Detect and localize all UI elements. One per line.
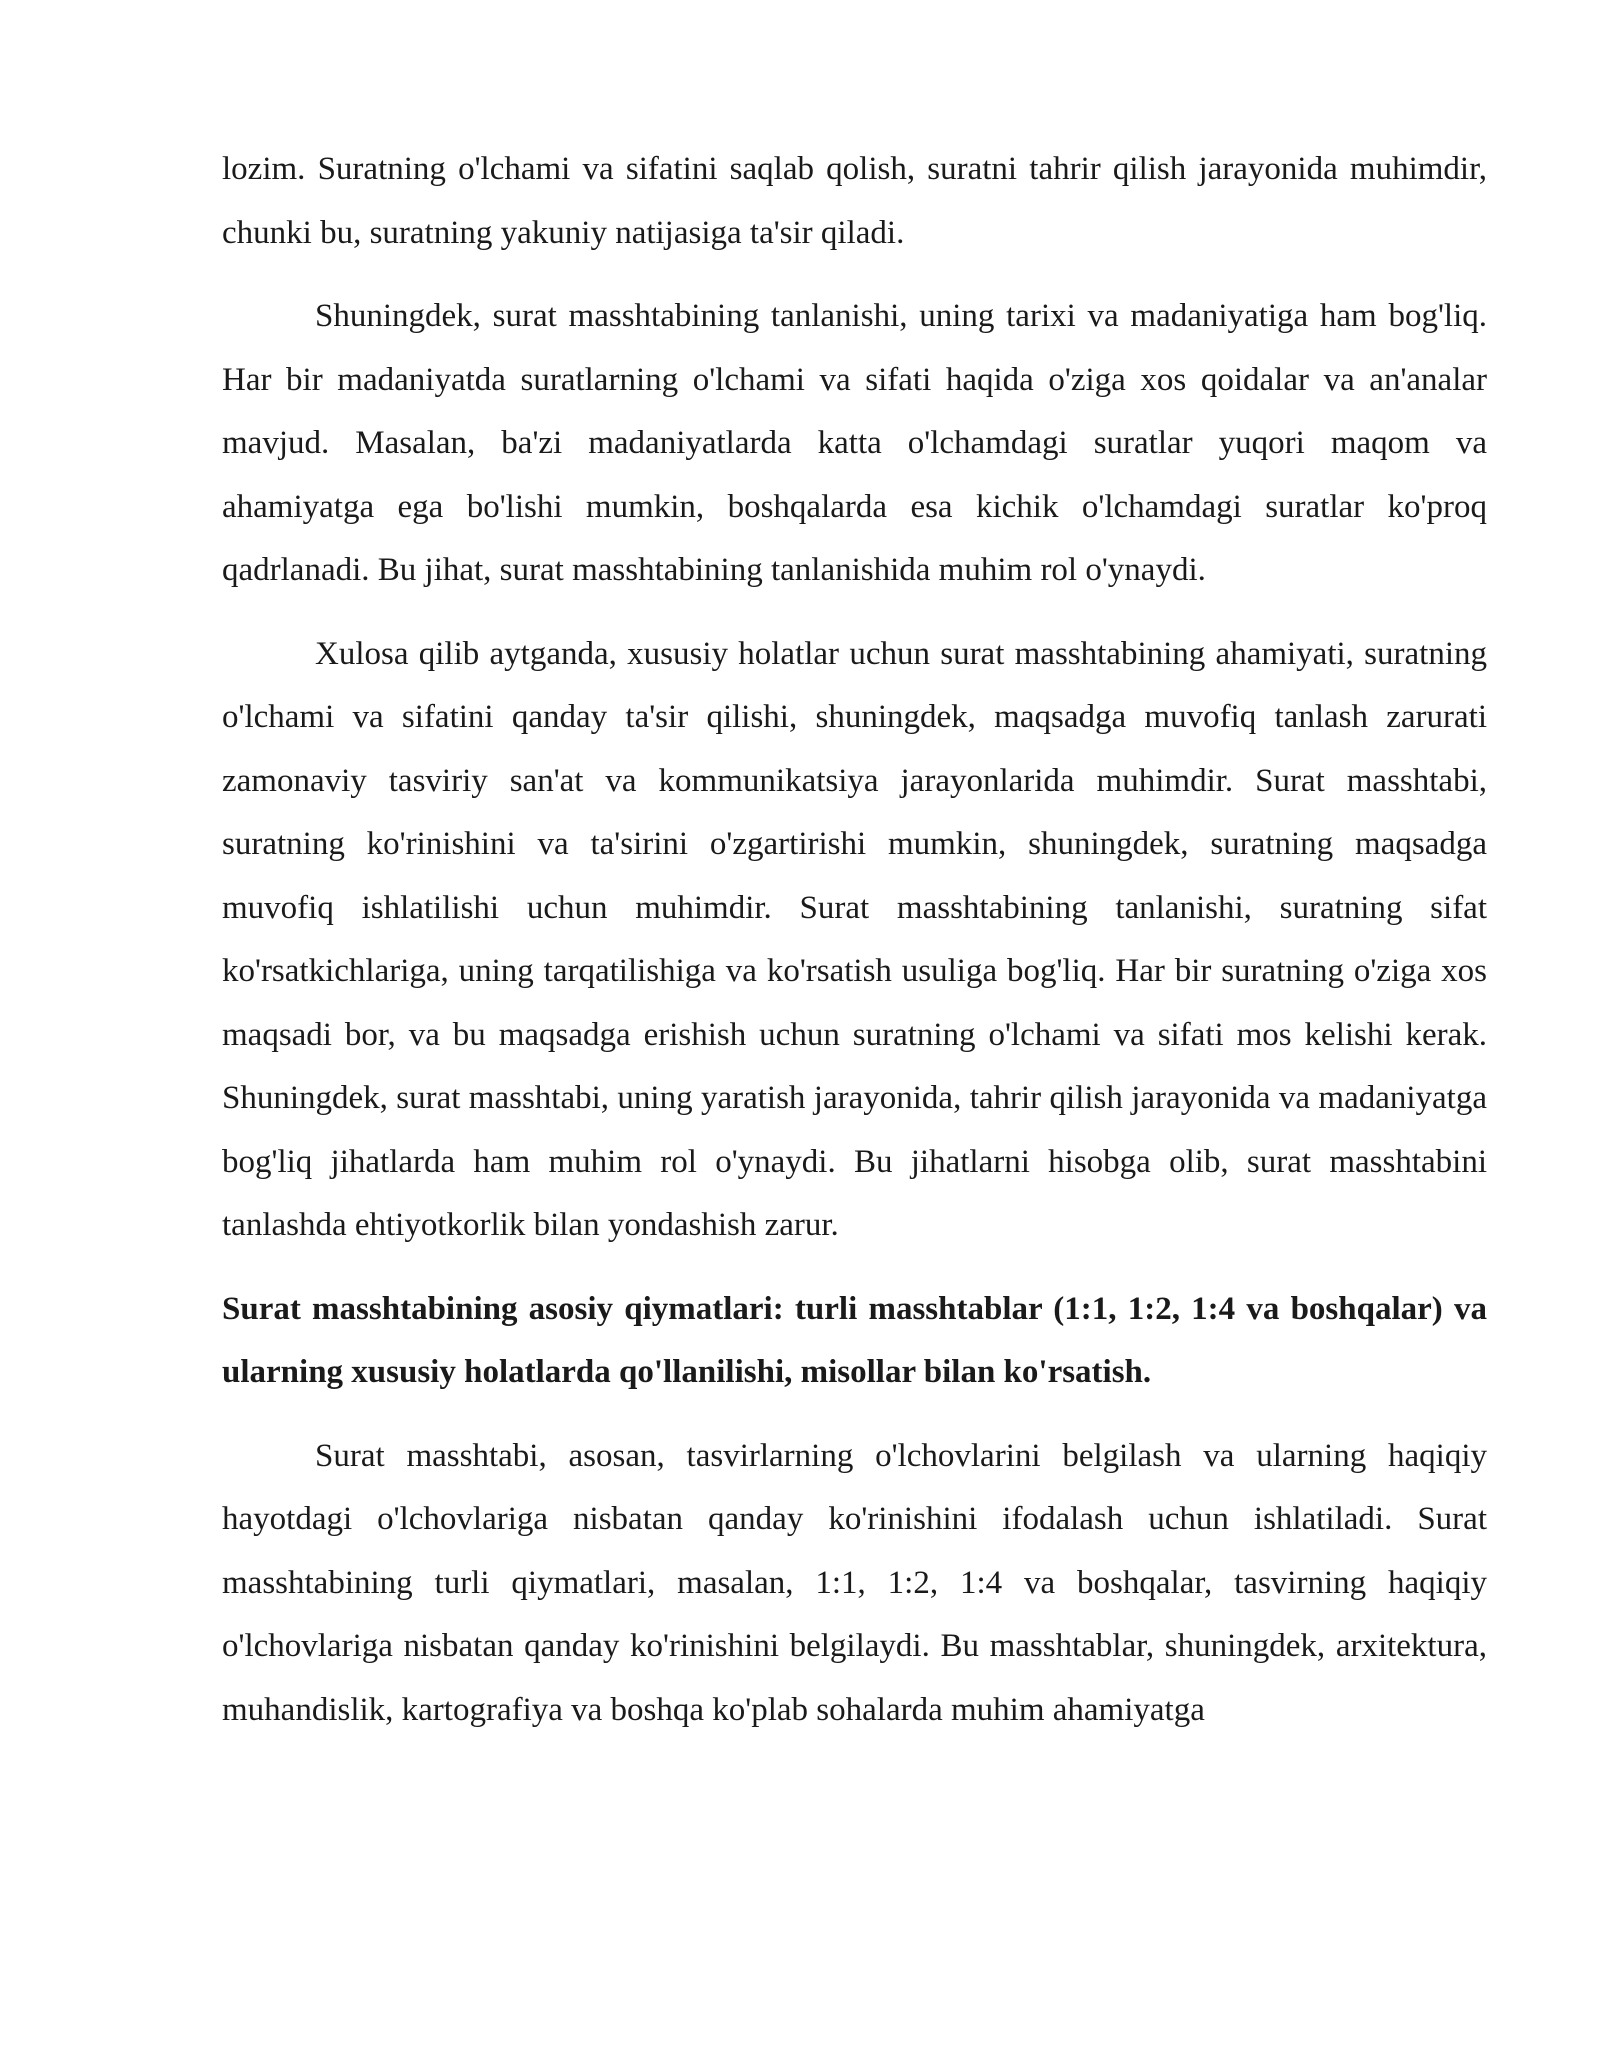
- paragraph-scale-values: Surat masshtabi, asosan, tasvirlarning o'lchovlarini belgilash va ularning haqiqiy hayotdagi o'lchovlariga nisbatan qanday ko'rinishini ifodalash uchun ishlatiladi. Surat masshtabining turli qiymatlari, masalan, 1:1, 1:2, 1:4 va boshqalar, tasvirning haqiqiy o'lchovlariga nisbatan qanday ko'rinishini belgilaydi. Bu masshtablar, shuningdek, arxitektura, muhandislik, kartografiya va boshqa ko'plab sohalarda muhim ahamiyatga: [222, 1437, 1487, 1728]
- paragraph-conclusion: Xulosa qilib aytganda, xususiy holatlar uchun surat masshtabining ahamiyati, suratning o'lchami va sifatini qanday ta'sir qilishi, shuningdek, maqsadga muvofiq tanlash zarurati zamonaviy tasviriy san'at va kommunikatsiya jarayonlarida muhimdir. Surat masshtabi, suratning ko'rinishini va ta'sirini o'zgartirishi mumkin, shuningdek, suratning maqsadga muvofiq ishlatilishi uchun muhimdir. Surat masshtabining tanlanishi, suratning sifat ko'rsatkichlariga, uning tarqatilishiga va ko'rsatish usuliga bog'liq. Har bir suratning o'ziga xos maqsadi bor, va bu maqsadga erishish uchun suratning o'lchami va sifati mos kelishi kerak. Shuningdek, surat masshtabi, uning yaratish jarayonida, tahrir qilish jarayonida va madaniyatga bog'liq jihatlarda ham muhim rol o'ynaydi. Bu jihatlarni hisobga olib, surat masshtabini tanlashda ehtiyotkorlik bilan yondashish zarur.: [222, 635, 1487, 1243]
- paragraph-culture: Shuningdek, surat masshtabining tanlanishi, uning tarixi va madaniyatiga ham bog'liq. Har bir madaniyatda suratlarning o'lchami va sifati haqida o'ziga xos qoidalar va an'analar mavjud. Masalan, ba'zi madaniyatlarda katta o'lchamdagi suratlar yuqori maqom va ahamiyatga ega bo'lishi mumkin, boshqalarda esa kichik o'lchamdagi suratlar ko'proq qadrlanadi. Bu jihat, surat masshtabining tanlanishida muhim rol o'ynaydi.: [222, 298, 1487, 588]
- document-body: [222, 138, 1487, 1762]
- paragraph-continuation: lozim. Suratning o'lchami va sifatini saqlab qolish, suratni tahrir qilish jarayonida muhimdir, chunki bu, suratning yakuniy natijasiga ta'sir qiladi.: [222, 151, 1487, 251]
- section-heading: Surat masshtabining asosiy qiymatlari: turli masshtablar (1:1, 1:2, 1:4 va boshqalar) va ularning xususiy holatlarda qo'llanilishi, misollar bilan ko'rsatish.: [222, 1290, 1487, 1390]
